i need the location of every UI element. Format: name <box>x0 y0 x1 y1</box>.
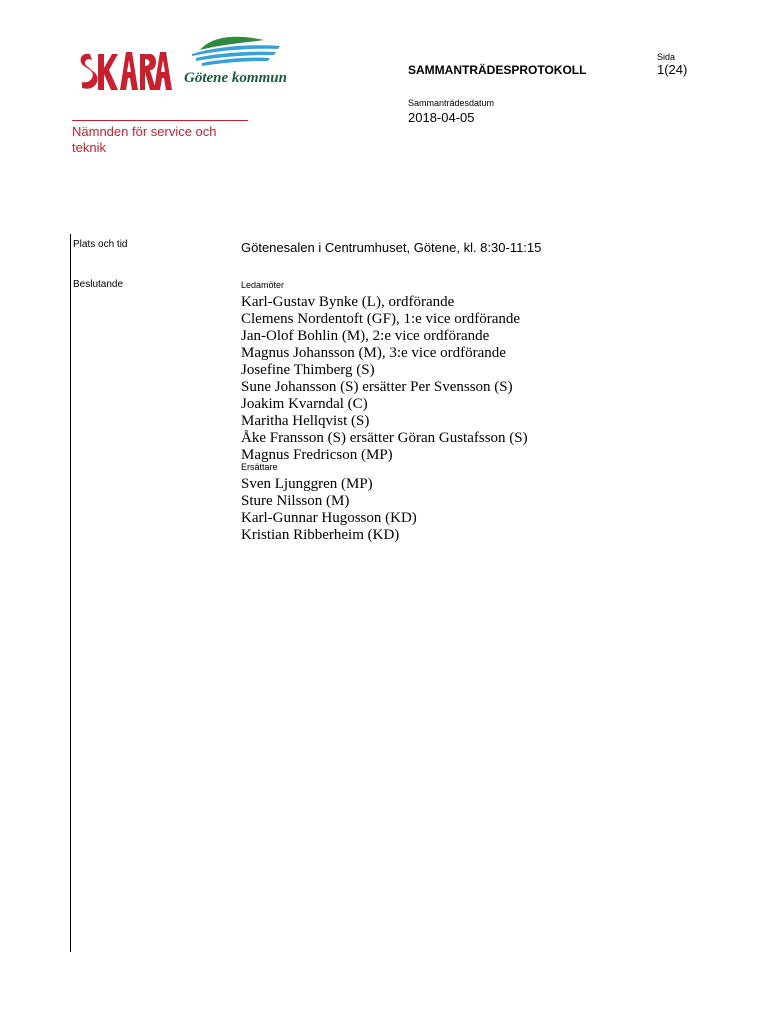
gotene-wave-emblem <box>182 34 290 68</box>
list-item: Karl-Gustav Bynke (L), ordförande <box>241 294 455 310</box>
page-number: 1(24) <box>657 62 688 77</box>
list-item: Sven Ljunggren (MP) <box>241 476 373 492</box>
decision-makers-label: Beslutande <box>73 279 124 290</box>
members-list <box>241 294 528 464</box>
list-item: Magnus Fredricson (MP) <box>241 447 393 463</box>
document-title: SAMMANTRÄDESPROTOKOLL <box>408 63 587 77</box>
list-item: Sune Johansson (S) ersätter Per Svensson (S) <box>241 379 513 395</box>
skara-logo <box>76 48 172 94</box>
substitutes-list <box>241 476 417 544</box>
list-item: Karl-Gunnar Hugosson (KD) <box>241 510 417 526</box>
list-item: Kristian Ribberheim (KD) <box>241 527 400 543</box>
place-label: Plats och tid <box>73 239 128 250</box>
list-item: Clemens Nordentoft (GF), 1:e vice ordförande <box>241 311 521 327</box>
committee-divider <box>72 120 248 121</box>
page-label: Sida <box>657 52 676 62</box>
list-item: Jan-Olof Bohlin (M), 2:e vice ordförande <box>241 328 490 344</box>
gotene-logo <box>182 34 290 92</box>
list-item: Åke Fransson (S) ersätter Göran Gustafsson (S) <box>241 430 528 446</box>
gotene-wordmark: Götene kommun <box>184 70 287 86</box>
list-item: Sture Nilsson (M) <box>241 493 350 509</box>
committee-name: Nämnden för service och teknik <box>72 124 217 155</box>
substitutes-label: Ersättare <box>241 462 278 472</box>
meeting-date-label: Sammanträdesdatum <box>408 98 495 108</box>
list-item: Maritha Hellqvist (S) <box>241 413 370 429</box>
list-item: Josefine Thimberg (S) <box>241 362 375 378</box>
list-item: Joakim Kvarndal (C) <box>241 396 368 412</box>
list-item: Magnus Johansson (M), 3:e vice ordförande <box>241 345 506 361</box>
place-and-time: Götenesalen i Centrumhuset, Götene, kl. 8:30-11:15 <box>241 240 542 255</box>
meeting-date: 2018-04-05 <box>408 110 475 125</box>
skara-logo-graphic <box>76 48 172 94</box>
members-label: Ledamöter <box>241 280 285 290</box>
margin-rule <box>70 234 71 952</box>
